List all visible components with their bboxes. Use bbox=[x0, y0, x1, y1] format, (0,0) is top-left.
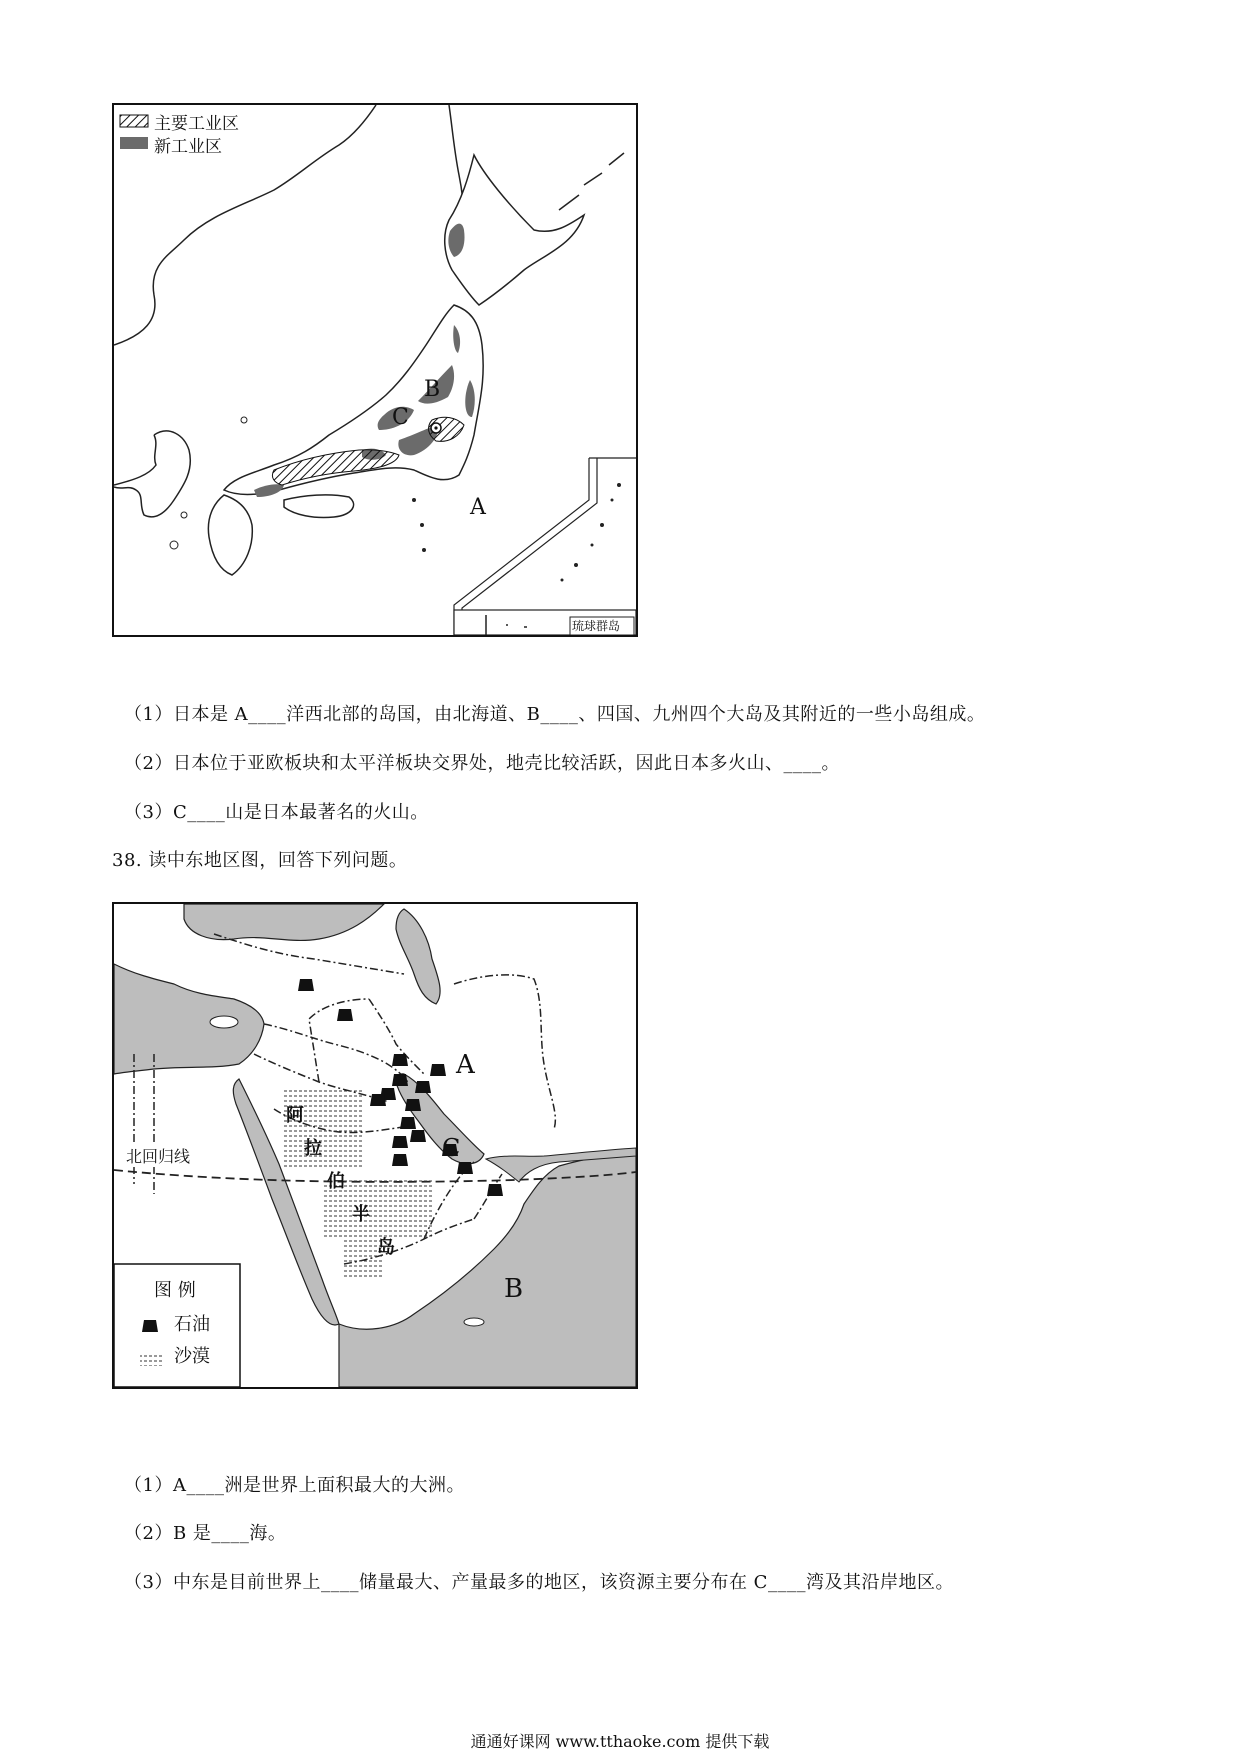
peninsula-char: 岛 bbox=[377, 1237, 395, 1258]
legend-main-industrial-label: 主要工业区 bbox=[154, 114, 239, 134]
oil-marker bbox=[392, 1074, 408, 1086]
oil-marker bbox=[298, 979, 314, 991]
q37-item-3: （3）C____山是日本最著名的火山。 bbox=[124, 802, 429, 823]
peninsula-char: 阿 bbox=[286, 1105, 304, 1126]
legend-new-industrial-label: 新工业区 bbox=[154, 137, 222, 157]
q38-item-1: （1）A____洲是世界上面积最大的大洲。 bbox=[124, 1475, 465, 1496]
oil-marker bbox=[410, 1130, 426, 1142]
oil-marker bbox=[400, 1117, 416, 1129]
q37-item-1: （1）日本是 A____洋西北部的岛国，由北海道、B____、四国、九州四个大岛及其附近的一些小岛组成。 bbox=[124, 704, 986, 725]
oil-marker bbox=[337, 1009, 353, 1021]
q38-item-3: （3）中东是目前世界上____储量最大、产量最多的地区，该资源主要分布在 C____湾及其沿岸地区。 bbox=[124, 1572, 954, 1593]
peninsula-char: 拉 bbox=[304, 1138, 322, 1159]
caspian-sea bbox=[396, 909, 440, 1004]
kyushu-coast bbox=[208, 495, 252, 575]
map-label-c: C bbox=[442, 1134, 461, 1162]
shikoku-coast bbox=[284, 495, 354, 518]
legend-title: 图 例 bbox=[154, 1280, 196, 1301]
legend-oil-label: 石油 bbox=[174, 1314, 210, 1335]
peninsula-char: 半 bbox=[352, 1204, 370, 1225]
q38-item-2: （2）B 是____海。 bbox=[124, 1523, 287, 1544]
oil-marker bbox=[370, 1094, 386, 1106]
hokkaido-coast bbox=[445, 155, 584, 305]
map-label-a: A bbox=[470, 495, 486, 520]
oil-marker bbox=[415, 1081, 431, 1093]
mediterranean-sea bbox=[114, 964, 264, 1074]
oil-marker bbox=[487, 1184, 503, 1196]
legend-desert-label: 沙漠 bbox=[174, 1346, 210, 1367]
oil-marker bbox=[392, 1136, 408, 1148]
inset-label-ryukyu: 琉球群岛 bbox=[572, 619, 621, 633]
map-label-a: A bbox=[456, 1050, 475, 1080]
q38-title: 38. 读中东地区图，回答下列问题。 bbox=[112, 850, 408, 871]
map-label-b: B bbox=[504, 1274, 524, 1304]
japan-map bbox=[112, 103, 638, 637]
black-sea bbox=[184, 904, 384, 940]
korea-coast bbox=[114, 431, 190, 517]
oil-marker bbox=[392, 1154, 408, 1166]
peninsula-char: 伯 bbox=[327, 1171, 345, 1192]
oil-marker bbox=[405, 1099, 421, 1111]
main-industrial-zone bbox=[272, 450, 399, 485]
oil-marker bbox=[392, 1054, 408, 1066]
q37-item-2: （2）日本位于亚欧板块和太平洋板块交界处，地壳比较活跃，因此日本多火山、____。 bbox=[124, 753, 840, 774]
map-label-c: C bbox=[392, 405, 409, 430]
middle-east-map bbox=[112, 902, 638, 1389]
page-footer: 通通好课网 www.tthaoke.com 提供下载 bbox=[470, 1732, 770, 1751]
oil-marker bbox=[430, 1064, 446, 1076]
tropic-label: 北回归线 bbox=[126, 1144, 190, 1167]
oil-marker bbox=[457, 1162, 473, 1174]
map-label-b: B bbox=[424, 377, 441, 402]
mainland-coast bbox=[114, 105, 376, 485]
